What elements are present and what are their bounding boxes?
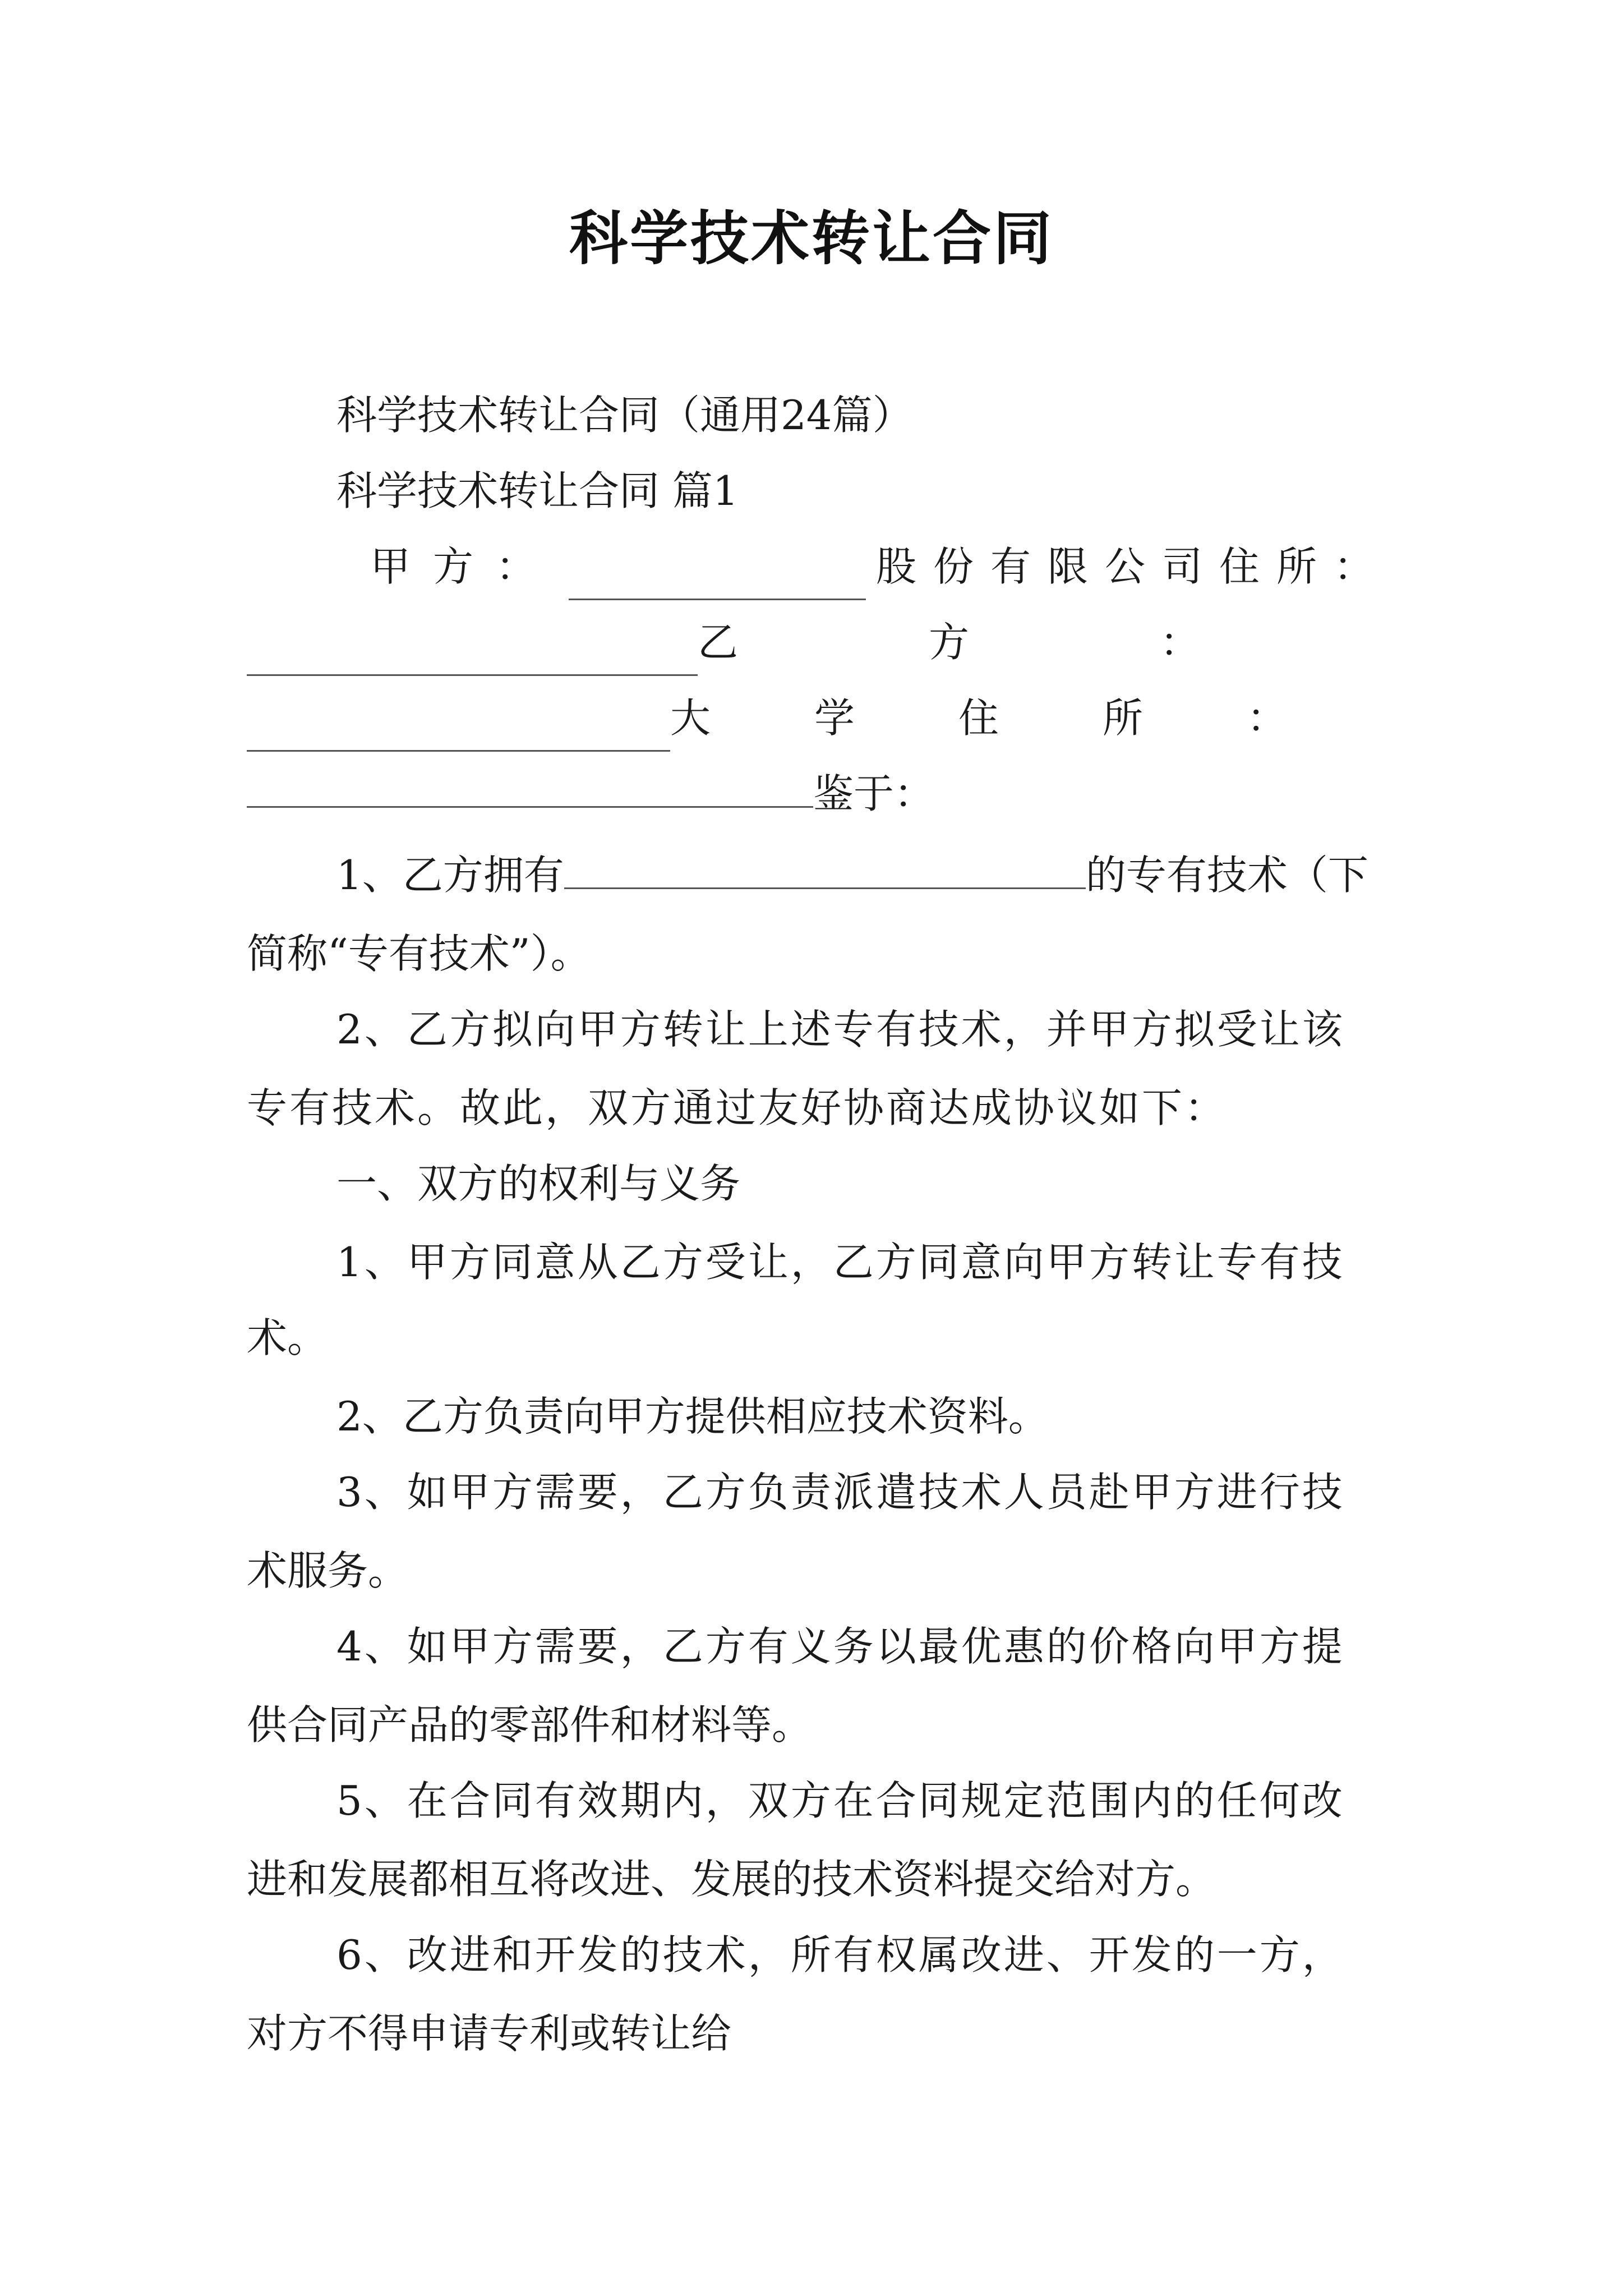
- recital-1-suffix: 的专有技术（下: [1085, 852, 1368, 899]
- clause-1-line-1: 1、甲方同意从乙方受让，乙方同意向甲方转让专有技: [336, 1239, 1345, 1286]
- whereas-line: [247, 760, 1391, 827]
- clause-2: 2、乙方负责向甲方提供相应技术资料。: [336, 1393, 1049, 1440]
- party-b-name-blank: [247, 705, 670, 752]
- whereas-label: 鉴于：: [813, 770, 935, 817]
- document-subtitle: 科学技术转让合同（通用24篇）: [336, 392, 913, 439]
- clause-3-line-2: 术服务。: [247, 1547, 409, 1594]
- document-title: 科学技术转让合同: [569, 204, 1054, 273]
- clause-3-line-1: 3、如甲方需要，乙方负责派遣技术人员赴甲方进行技: [336, 1469, 1345, 1516]
- party-a-name-blank: [569, 554, 866, 600]
- party-b-address-blank: [247, 761, 813, 808]
- party-a-address-blank: [247, 629, 698, 676]
- clause-6-line-2: 对方不得申请专利或转让给: [247, 2010, 732, 2057]
- clause-4-line-1: 4、如甲方需要，乙方有义务以最优惠的价格向甲方提: [336, 1623, 1345, 1670]
- party-b-line: [247, 609, 1391, 676]
- recital-1: [336, 841, 1391, 909]
- clause-5-line-2: 进和发展都相互将改进、发展的技术资料提交给对方。: [247, 1856, 1216, 1903]
- recital-1-continuation: 简称“专有技术”）。: [247, 930, 591, 977]
- recital-2-line-1: 2、乙方拟向甲方转让上述专有技术，并甲方拟受让该: [336, 1006, 1345, 1053]
- clause-6-line-1: 6、改进和开发的技术，所有权属改进、开发的一方，: [336, 1931, 1345, 1978]
- section-heading: 科学技术转让合同 篇1: [336, 467, 739, 514]
- recital-2-line-2: 专有技术。故此，双方通过友好协商达成协议如下：: [247, 1084, 1228, 1131]
- party-b-address-line: [247, 684, 1391, 752]
- clause-1-line-2: 术。: [247, 1314, 328, 1361]
- recital-1-prefix: 1、乙方拥有: [336, 852, 564, 899]
- article-1-heading: 一、双方的权利与义务: [336, 1160, 741, 1207]
- clause-4-line-2: 供合同产品的零部件和材料等。: [247, 1701, 813, 1749]
- party-a-suffix: 股份有限公司住所：: [875, 543, 1391, 590]
- party-a-label: 甲方：: [370, 543, 559, 590]
- technology-name-blank: [564, 843, 1086, 889]
- clause-5-line-1: 5、在合同有效期内，双方在合同规定范围内的任何改: [336, 1777, 1345, 1824]
- party-b-label: 乙方：: [697, 619, 1391, 666]
- party-b-suffix: 大学住所：: [670, 694, 1391, 742]
- party-a-line: [370, 533, 1391, 600]
